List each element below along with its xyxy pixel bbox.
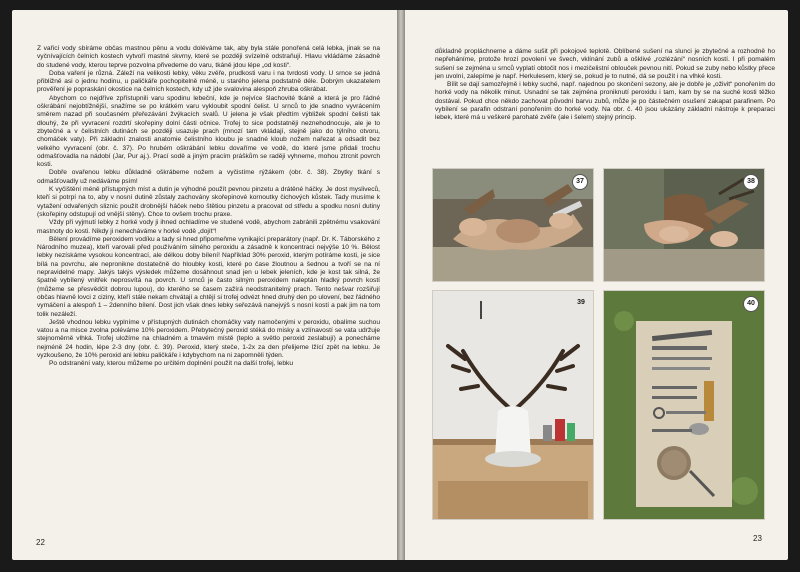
photo-figure-37 xyxy=(432,168,594,282)
paragraph: Vždy při vyjmutí lebky z horké vody ji ihned ochladíme ve studené vodě, abychom zabránili zpětnému vsakování mastnoty do kosti. Nikdy ji nenecháváme v horké vodě „dojít“! xyxy=(37,219,380,235)
figure-number: 38 xyxy=(743,174,759,190)
paragraph: Po odstranění vaty, kterou můžeme po určitém doplnění použít na další trofej, lebku xyxy=(49,360,293,368)
page-number: 22 xyxy=(36,538,45,547)
paragraph: Bělení provádíme peroxidem vodíku a tady si hned připomeňme vynikající preparátory (např. Dr. K. Táborského z Národního muzea), kteří varovali před používáním silného peroxidu a zásadně k koncentraci nejvýše 10 %. Bělost lebky nezískáme vysokou koncentrací, ale délkou doby bílení! Například 30% peroxid, kterým potíráme kosti, je sice bílá na povrchu, ale nepronikne dostatečně do hloubky kosti, které po čase žloutnou a šednou a tvoří se na ní nepravidelné mapy. Jakýs takýs výsledek můžeme dosáhnout snad jen u lebek jeleních, kde je kost tak silná, že špatně vybílený vnitřek neprosvítá na povrch. U srnců je často silným peroxidem naleptán hladký povrch kostí (můžeme se přesvědčit dobrou lupou), do kterého se časem zažírá neodstranitelný prach. Tento nešvar rozšiřují občas hlavně lovci z ciziny, kteří stále nekam chvátají a chtějí si trofej odvézt hned druhý den po ulovení, bez řádného vymáčení a alespoň 1 – 2denního bílení. Dost jich však dnes lebky seřezává nanejvýš s nosní kostí a pak jim na tom tolik nezáleží. xyxy=(37,235,380,318)
paragraph: důkladně propláchneme a dáme sušit při pokojové teplotě. Oblíbené sušení na slunci je zbytečné a rozhodně ho nepřeháníme, protože hrozí povolení ve švech, vklínání zubů a ošklivé „rozlézání“ nosních kostí. I při pomalém sušení se zejména u srnců vyplatí obtočit nos i mezičelistní oblouček pevnou nití. Pokud se zuby nebo kůstky přece jen uvolní, zalepíme je např. Herkulesem, který se, pokud je to nutné, dá se použít i na vlhké kosti. xyxy=(435,48,775,80)
tools-illustration xyxy=(604,291,764,519)
photo-figure-38 xyxy=(603,168,765,282)
figure-number: 39 xyxy=(577,299,585,306)
photo-figure-39 xyxy=(432,290,594,520)
paragraph: Abychom co nejdříve zpřístupnili varu spodinu lebeční, kde je nejvíce šlachovité tkáně a která je pro řádné oškrábání nejobtížnější, snažíme se po krátkém varu vykloubit spodní čelist. U srnců to jde snadno vyvrácením směrem nazad při současném přeřezávání žvýkacích svalů. U jelena je však předtím výbližek spodní čelisti tak dlouhý, že při vyvracení rozdrtí skořepiny dolní části očnice. Trofej to sice podstatněji neznehodnocuje, ale je to zbytečné a v čelistních dutinách se později usazuje prach (mnozí tam vkládají, stejně jako do týlního otvoru, chomáček vaty). Při základní znalosti anatomie čelistního kloubu je snadné kloub nožem nařezat a odsadit bez velkého vyvracení (obr. č. 37). Po hrubém oškrábání lebku dovaříme ve vodě, do které jsme přidali trochu odmašťovadla na nádobí (Jar, Pur aj.). Prací sodě a jiným pracím práškům se raději vyhneme, mohou ztrcnit povrch kosti. xyxy=(37,94,380,169)
book-gutter xyxy=(397,10,405,560)
right-page xyxy=(405,10,788,560)
photo-figure-40 xyxy=(603,290,765,520)
paragraph: K vyčištění méně přístupných míst a dutin je výhodné použít pevnou pinzetu a drátěné háčky. Je dost mysliveců, kteří si potrpí na to, aby v nosní dutině zůstaly zachovány skořepinové kornoutky čichových kůstek. Tady musíme k vytažení odvařených sliznic použít drobnější háček nebo štětiou pinzetu a pracovat od středu a spodku nosní dutiny (skořepiny odstupují od vnější stěny). Chce to ovšem trochu praxe. xyxy=(37,186,380,218)
paragraph: Doba vaření je různá. Záleží na velikosti lebky, věku zvěře, prudkosti varu i na tvrdosti vody. U srnce se jedná přibližně asi o jednu hodinu, u paličkáře pochopitelně méně, u starého jelena podstatně déle. Dobrým ukazatelem prověření je popraskání okostice na čelních kostech, kdy už jde svalovina alespoň zhruba oškrábat. xyxy=(37,69,380,94)
skull-cleaning-illustration xyxy=(433,169,593,281)
left-text-column xyxy=(37,45,380,369)
skull-scraping-illustration xyxy=(604,169,764,281)
left-page xyxy=(12,10,397,560)
figure-number: 40 xyxy=(743,296,759,312)
paragraph: Ještě vhodnou lebku vyplníme v přístupných dutinách chomáčky vaty namočenými v peroxidu, obalíme suchou vatou a na misce zvolna poléváme 10% peroxidem. Přebytečný peroxid stéká do misky a vzlínavostí se vata udržuje stejnoměrně vlhká. Trofej uložíme na chladném a tmavém místě (teplo a světlo peroxid zeslabují) a ponecháme nejméně 24 hodin, lépe 2-3 dny (obr. č. 39). Peroxid, který steče, 1-2x za den přelijeme lžící zpět na lebku. Je vyzkoušeno, že 10% peroxid ani lebku paličkáře i kdybychom na ni zapomněli týden. xyxy=(37,318,380,359)
antler-bleaching-illustration xyxy=(433,291,593,519)
right-text-column xyxy=(435,48,775,123)
paragraph: Z vařicí vody sbíráme občas mastnou pěnu a vodu doléváme tak, aby byla stále ponořená celá lebka, jinak se na vyčnívajících čelních kostech vytvoří mastné skvrny, které se později svízelně odstraňují. Hlavu vkládáme zásadně do studené vody, kterou teprve pozvolna přivedeme do varu, tkáně jdou lépe „od kosti“. xyxy=(37,45,380,69)
figure-number: 37 xyxy=(572,174,588,190)
paragraph: Bílit se dají samozřejmě i lebky suché, např. najednou po skončení sezony, ale je dobře je „oživit“ ponořením do horké vody na několik minut. Usnadní se tak zejména proniknutí peroxidu i tam, kam by se na suché kosti těžko dostával. Pokud chce někdo zachovat původní barvu zubů, může je po částečném osušení zakapat parafinem. Po vybílení se parafin odstraní ponořením do horké vody. Na obr. č. 40 jsou ukázány základní nástroje k preparaci lebek, které má u veškeré parohaté zvěře (ale i šelem) stejný princip. xyxy=(435,81,775,122)
paragraph: Dobře ovařenou lebku důkladně oškrábeme nožem a vyčistíme rýžákem (obr. č. 38). Zbytky tkání s odmašťovadly už nedáváme psím! xyxy=(37,169,380,185)
page-number: 23 xyxy=(753,534,762,543)
